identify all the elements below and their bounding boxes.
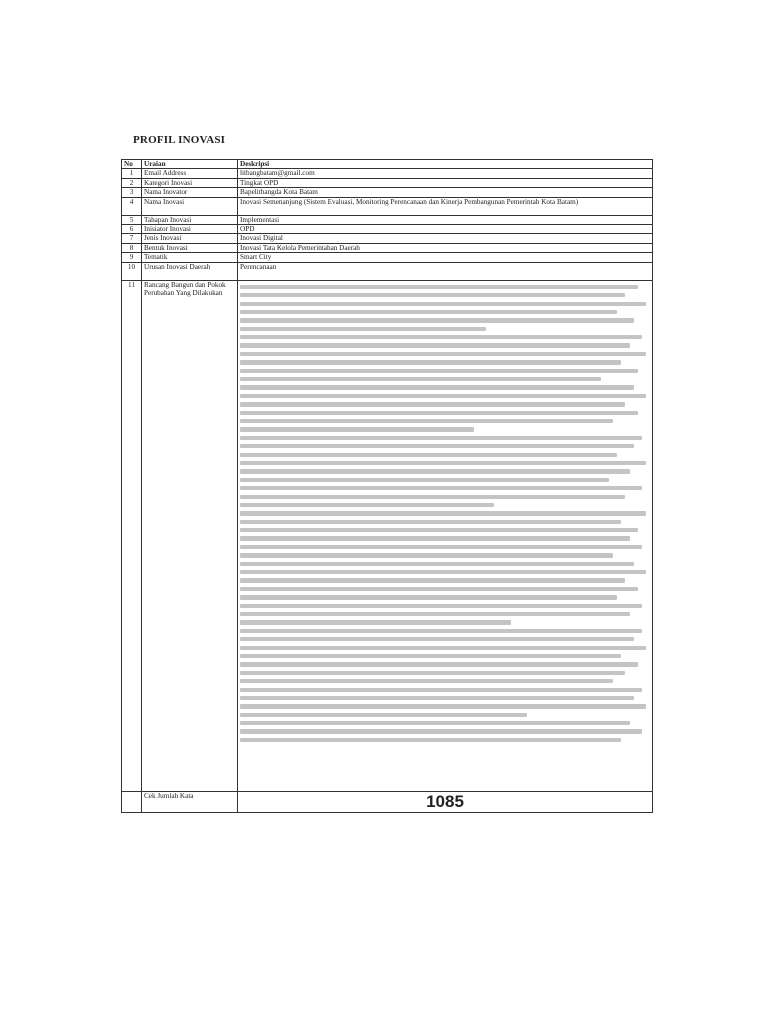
row-number: 9 (122, 253, 142, 262)
row-number: 10 (122, 262, 142, 280)
text-line-placeholder (240, 662, 638, 666)
text-line-placeholder (240, 318, 634, 322)
row-number: 3 (122, 188, 142, 197)
text-line-placeholder (240, 721, 630, 725)
word-count-value: 1085 (238, 791, 653, 812)
table-row (122, 225, 653, 234)
text-line-placeholder (240, 302, 646, 306)
text-line-placeholder (240, 570, 646, 574)
text-line-placeholder (240, 327, 486, 331)
table-row (122, 197, 653, 215)
row-label: Jenis Inovasi (142, 234, 238, 243)
text-line-placeholder (240, 377, 601, 381)
row-value: Bapelitbangda Kota Batam (238, 188, 653, 197)
text-line-placeholder (240, 511, 646, 515)
text-line-placeholder (240, 604, 642, 608)
text-line-placeholder (240, 310, 617, 314)
row-value: Inovasi Tata Kelola Pemerintahan Daerah (238, 243, 653, 252)
text-line-placeholder (240, 587, 638, 591)
row-number: 1 (122, 169, 142, 178)
page-title: PROFIL INOVASI (133, 134, 226, 146)
text-line-placeholder (240, 696, 634, 700)
text-line-placeholder (240, 453, 617, 457)
text-line-placeholder (240, 427, 474, 431)
description-text-block (240, 285, 650, 742)
text-line-placeholder (240, 360, 621, 364)
text-line-placeholder (240, 629, 642, 633)
row-label: Urusan Inovasi Daerah (142, 262, 238, 280)
text-line-placeholder (240, 486, 642, 490)
row-label: Tahapan Inovasi (142, 215, 238, 224)
table-row (122, 234, 653, 243)
text-line-placeholder (240, 369, 638, 373)
row-value: Smart City (238, 253, 653, 262)
row-value: Perencanaan (238, 262, 653, 280)
row-label: Email Address (142, 169, 238, 178)
text-line-placeholder (240, 595, 617, 599)
text-line-placeholder (240, 335, 642, 339)
table-row (122, 253, 653, 262)
table-header-row (122, 160, 653, 169)
table-row (122, 262, 653, 280)
text-line-placeholder (240, 528, 638, 532)
header-uraian: Uraian (142, 160, 238, 169)
text-line-placeholder (240, 352, 646, 356)
text-line-placeholder (240, 729, 642, 733)
row-number: 6 (122, 225, 142, 234)
table-row (122, 169, 653, 178)
table-row (122, 243, 653, 252)
row-number: 2 (122, 178, 142, 187)
text-line-placeholder (240, 654, 621, 658)
text-line-placeholder (240, 478, 609, 482)
text-line-placeholder (240, 503, 494, 507)
row-number: 4 (122, 197, 142, 215)
text-line-placeholder (240, 444, 634, 448)
text-line-placeholder (240, 536, 630, 540)
text-line-placeholder (240, 495, 625, 499)
text-line-placeholder (240, 385, 634, 389)
row-number (122, 791, 142, 812)
text-line-placeholder (240, 738, 621, 742)
text-line-placeholder (240, 553, 613, 557)
row-label: Kategori Inovasi (142, 178, 238, 187)
row-label: Nama Inovator (142, 188, 238, 197)
text-line-placeholder (240, 545, 642, 549)
row-number: 5 (122, 215, 142, 224)
text-line-placeholder (240, 520, 621, 524)
text-line-placeholder (240, 671, 625, 675)
text-line-placeholder (240, 293, 625, 297)
text-line-placeholder (240, 637, 634, 641)
row-value: litbangbatam@gmail.com (238, 169, 653, 178)
text-line-placeholder (240, 612, 630, 616)
text-line-placeholder (240, 713, 527, 717)
row-value: Implementasi (238, 215, 653, 224)
text-line-placeholder (240, 679, 613, 683)
row-label: Rancang Bangun dan Pokok Perubahan Yang Dilakukan (142, 280, 238, 791)
text-line-placeholder (240, 688, 642, 692)
row-number: 7 (122, 234, 142, 243)
row-value: Inovasi Semenanjung (Sistem Evaluasi, Monitoring Perencanaan dan Kinerja Pembangunan Pemerintah Kota Batam) (238, 197, 653, 215)
row-label: Nama Inovasi (142, 197, 238, 215)
text-line-placeholder (240, 562, 634, 566)
table-row (122, 280, 653, 791)
profile-table (121, 159, 653, 813)
text-line-placeholder (240, 411, 638, 415)
row-label: Inisiator Inovasi (142, 225, 238, 234)
table-row (122, 188, 653, 197)
text-line-placeholder (240, 620, 511, 624)
row-number: 11 (122, 280, 142, 791)
text-line-placeholder (240, 469, 630, 473)
text-line-placeholder (240, 343, 630, 347)
text-line-placeholder (240, 419, 613, 423)
header-deskripsi: Deskripsi (238, 160, 653, 169)
text-line-placeholder (240, 646, 646, 650)
row-description (238, 280, 653, 791)
word-count-row (122, 791, 653, 812)
row-value: Inovasi Digital (238, 234, 653, 243)
row-label: Bentuk Inovasi (142, 243, 238, 252)
text-line-placeholder (240, 436, 642, 440)
text-line-placeholder (240, 461, 646, 465)
table-row (122, 178, 653, 187)
table-row (122, 215, 653, 224)
text-line-placeholder (240, 285, 638, 289)
text-line-placeholder (240, 394, 646, 398)
row-value: Tingkat OPD (238, 178, 653, 187)
row-number: 8 (122, 243, 142, 252)
text-line-placeholder (240, 402, 625, 406)
word-count-label: Cek Jumlah Kata (142, 791, 238, 812)
row-value: OPD (238, 225, 653, 234)
header-no: No (122, 160, 142, 169)
text-line-placeholder (240, 578, 625, 582)
row-label: Tematik (142, 253, 238, 262)
text-line-placeholder (240, 704, 646, 708)
